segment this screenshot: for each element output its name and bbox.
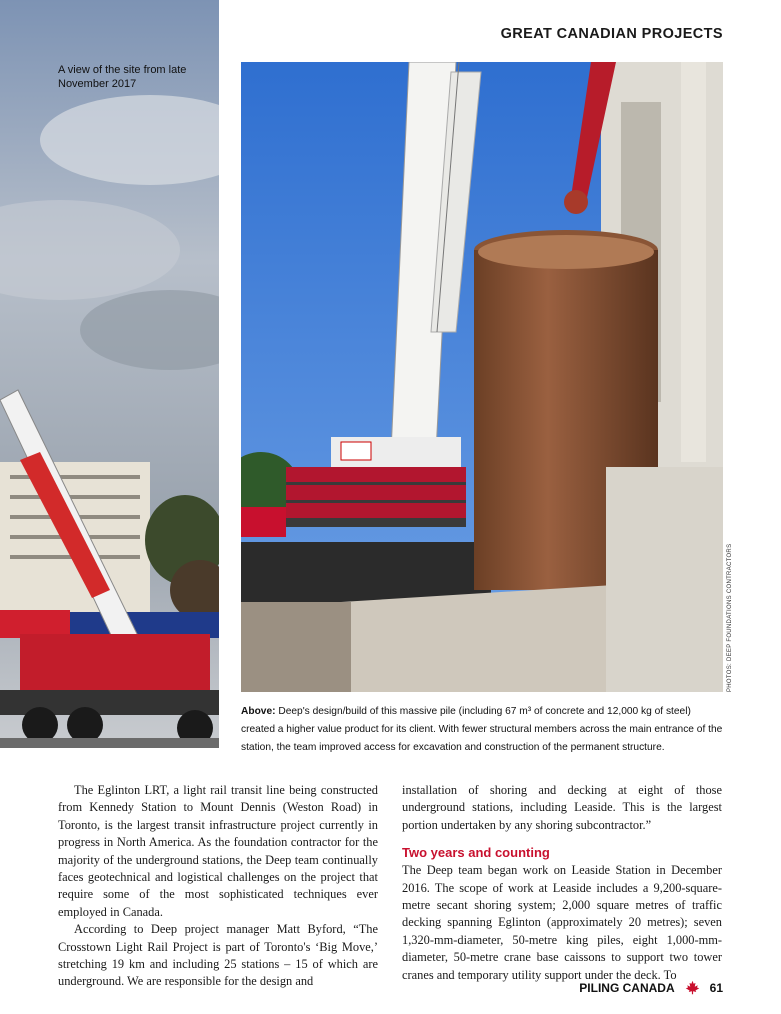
article-paragraph: The Eglinton LRT, a light rail transit line being constructed from Kennedy Station to Mount Dennis (Weston Road) in Toronto, is the largest transit infrastructure project currently in progress in North America. As the foundation contractor for the majority of the underground stations, the Deep team continually faces geotechnical and logistical challenges on the project that require some of the most sophisticated techniques ever employed in Canada. [58,783,378,919]
article-column-left [58,782,378,991]
article-paragraph: According to Deep project manager Matt Byford, “The Crosstown Light Rail Project is part of Toronto's ‘Big Move,’ stretching 19 km and including 25 stations – 15 of which are underground. We are responsible for the design and [58,922,378,989]
article-paragraph: installation of shoring and decking at eight of those underground stations, including Leaside. This is the largest portion undertaken by any shoring subcontractor.” [402,783,722,832]
publication-name: PILING CANADA [579,980,675,995]
main-photo-caption [241,703,723,757]
left-site-photo [0,0,219,748]
caption-lead: Above: [241,706,276,717]
section-subheading: Two years and counting [402,845,550,861]
photo-credit: PHOTOS: DEEP FOUNDATIONS CONTRACTORS [727,543,733,692]
section-title: GREAT CANADIAN PROJECTS [500,26,723,42]
article-column-right [402,782,722,984]
left-photo-caption: A view of the site from late November 2017 [58,64,187,90]
page-footer [579,980,723,995]
caption-body: Deep's design/build of this massive pile (including 67 m³ of concrete and 12,000 kg of steel) created a higher value product for its client. With fewer structural members across the main entrance of the station, the team improved access for excavation and construction of the permanent structure. [241,706,723,753]
main-pile-photo [241,62,723,692]
article-paragraph: The Deep team began work on Leaside Station in December 2016. The scope of work at Leaside includes a 9,200-square-metre secant shoring system; 2,000 square metres of traffic decking spanning Eglinton (approximately 20 metres); seven 1,320-mm-diameter, 50-metre king piles, eight 1,000-mm-diameter, 50-metre crane base caissons to support two tower cranes and temporary utility support under the deck. To [402,863,722,982]
page-number: 61 [709,980,723,995]
maple-leaf-icon [685,980,700,995]
